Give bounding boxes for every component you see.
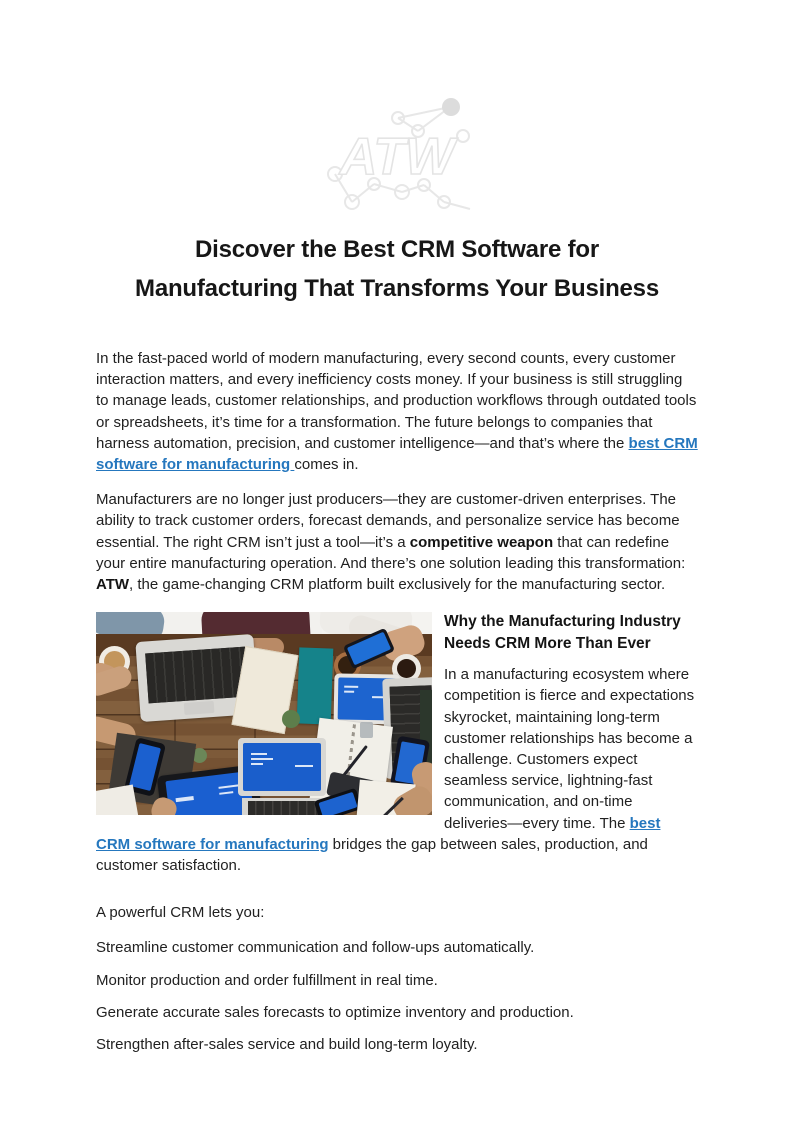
section-heading: Why the Manufacturing Industry Needs CRM More Than Ever <box>444 613 681 652</box>
benefits-list <box>96 937 698 1055</box>
logo-node-filled <box>442 98 460 116</box>
text-run: bridges the gap between sales, production, and customer satisfaction. <box>96 835 648 875</box>
text-run: ATW <box>96 576 130 594</box>
photo-laptop-keyboard <box>145 647 248 704</box>
list-item: Strengthen after-sales service and build long-term loyalty. <box>96 1036 478 1054</box>
article-body <box>96 348 698 1066</box>
list-item: Streamline customer communication and follow-ups automatically. <box>96 939 535 957</box>
photo-paper <box>96 785 139 816</box>
logo-container <box>0 96 794 211</box>
list-item: Generate accurate sales forecasts to optimize inventory and production. <box>96 1003 574 1021</box>
title-line-2: Manufacturing That Transforms Your Business <box>135 275 659 302</box>
text-run: In a manufacturing ecosystem where competition is fierce and expectations skyrocket, maintaining long-term customer relationships has become a challenge. Customers expect seamless service, lightning-fast communication, and on-time deliveries—every time. The <box>444 666 695 832</box>
paragraph-manufacturers <box>96 489 698 595</box>
text-run: competitive weapon <box>409 533 554 551</box>
photo-glass-jar <box>360 722 373 738</box>
photo-laptop-trackpad <box>184 701 215 715</box>
photo-notebook-teal <box>297 648 334 725</box>
logo-text: ATW <box>339 128 455 186</box>
page-title <box>60 230 734 308</box>
inline-hyperlink[interactable]: best CRM software for manufacturing <box>96 434 698 474</box>
title-line-1: Discover the Best CRM Software for <box>195 236 599 263</box>
list-item: Monitor production and order fulfillment in real time. <box>96 971 438 989</box>
inline-hyperlink[interactable]: best CRM software for manufacturing <box>96 814 661 853</box>
text-run: comes in. <box>294 456 359 474</box>
photo-laptop-screen-content <box>243 743 321 791</box>
photo-and-section <box>96 609 698 890</box>
atw-logo <box>322 96 472 211</box>
paragraph-lead-in: A powerful CRM lets you: <box>96 904 265 922</box>
paragraph-intro <box>96 348 698 475</box>
article-photo <box>96 612 432 815</box>
text-run: , the game-changing CRM platform built exclusively for the manufacturing sector. <box>129 576 666 594</box>
text-run: In the fast-paced world of modern manufacturing, every second counts, every customer interaction matters, and every inefficiency costs money. If your business is still struggling to manage leads, customer relationships, and production workflows through outdated tools or spreadsheets, it’s time for a transformation. The future belongs to companies that harness automation, precision, and customer intelligence—and that’s where the <box>96 350 697 452</box>
text-run: that can redefine your entire manufacturing operation. And there’s one solution leading this transformation: <box>96 533 686 572</box>
text-run: Manufacturers are no longer just producers—they are customer-driven enterprises. The ability to track customer orders, forecast demands, and personalize service has become essential. The right CRM isn’t just a tool—it’s a <box>96 491 680 551</box>
